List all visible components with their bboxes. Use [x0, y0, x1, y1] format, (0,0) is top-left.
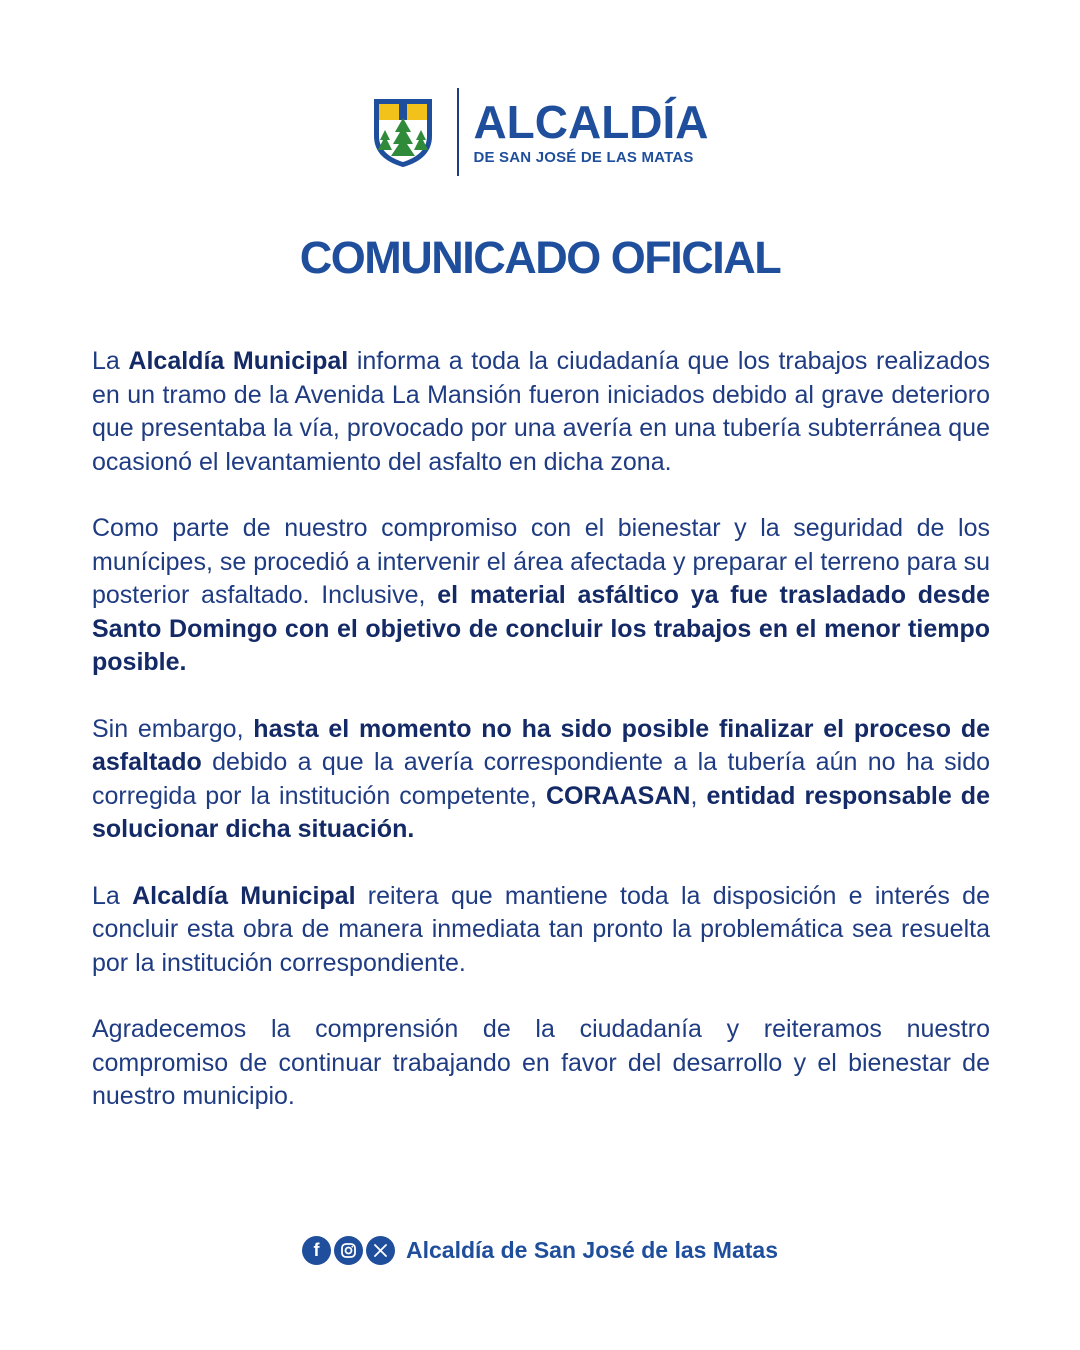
- paragraph-text: Como parte de nuestro compromiso con el bienestar y la seguridad de los munícipes, se procedió a intervenir el área afectada y preparar el terreno para su posterior asfaltado. Inclusive,: [92, 514, 990, 609]
- instagram-icon[interactable]: [334, 1236, 363, 1265]
- paragraph-bold: el material asfáltico ya fue trasladado desde Santo Domingo con el objetivo de concluir los trabajos en el menor tiempo posible.: [92, 581, 991, 676]
- brand-block: [473, 95, 709, 166]
- paragraph-bold: entidad responsable de solucionar dicha situación.: [92, 781, 990, 843]
- paragraph-bold: Alcaldía Municipal: [132, 881, 356, 910]
- paragraph-text: reitera que mantiene toda la disposición e interés de concluir esta obra de manera inmediata tan pronto la problemática sea resuelta por la institución correspondiente.: [92, 881, 990, 977]
- paragraph-text: Agradecemos la comprensión de la ciudadanía y reiteramos nuestro compromiso de continuar trabajando en favor del desarrollo y el bienestar de nuestro municipio.: [92, 1015, 990, 1110]
- page-title: COMUNICADO OFICIAL: [299, 232, 781, 283]
- paragraph-5: [92, 1013, 990, 1114]
- brand-title: ALCALDÍA: [473, 95, 709, 148]
- paragraph-bold: CORAASAN: [545, 781, 691, 810]
- municipal-crest-icon: [371, 96, 435, 168]
- paragraph-text: La: [92, 881, 133, 910]
- paragraph-3: [92, 713, 990, 847]
- brand-subtitle: DE SAN JOSÉ DE LAS MATAS: [473, 148, 694, 166]
- paragraph-bold: hasta el momento no ha sido posible finalizar el proceso de asfaltado: [92, 714, 991, 776]
- header: [0, 88, 1080, 176]
- facebook-icon[interactable]: f: [302, 1236, 331, 1265]
- paragraph-text: informa a toda la ciudadanía que los trabajos realizados en un tramo de la Avenida La Mansión fueron iniciados debido al grave deterioro que presentaba la vía, provocado por una avería en una tubería subterránea que ocasionó el levantamiento del asfalto en dicha zona.: [92, 347, 990, 476]
- x-icon[interactable]: [366, 1236, 395, 1265]
- paragraph-text: Sin embargo,: [92, 714, 254, 743]
- communique-body: [92, 345, 990, 1147]
- paragraph-1: [92, 345, 990, 479]
- footer-handle: Alcaldía de San José de las Matas: [406, 1237, 778, 1263]
- paragraph-bold: Alcaldía Municipal: [128, 347, 349, 375]
- paragraph-2: [92, 512, 990, 680]
- paragraph-4: [92, 880, 990, 981]
- paragraph-text: ,: [690, 781, 707, 810]
- paragraph-text: La: [92, 347, 129, 375]
- footer: [0, 1236, 1080, 1265]
- paragraph-text: debido a que la avería correspondiente a la tubería aún no ha sido corregida por la institución competente,: [92, 748, 990, 810]
- header-divider: [457, 88, 459, 176]
